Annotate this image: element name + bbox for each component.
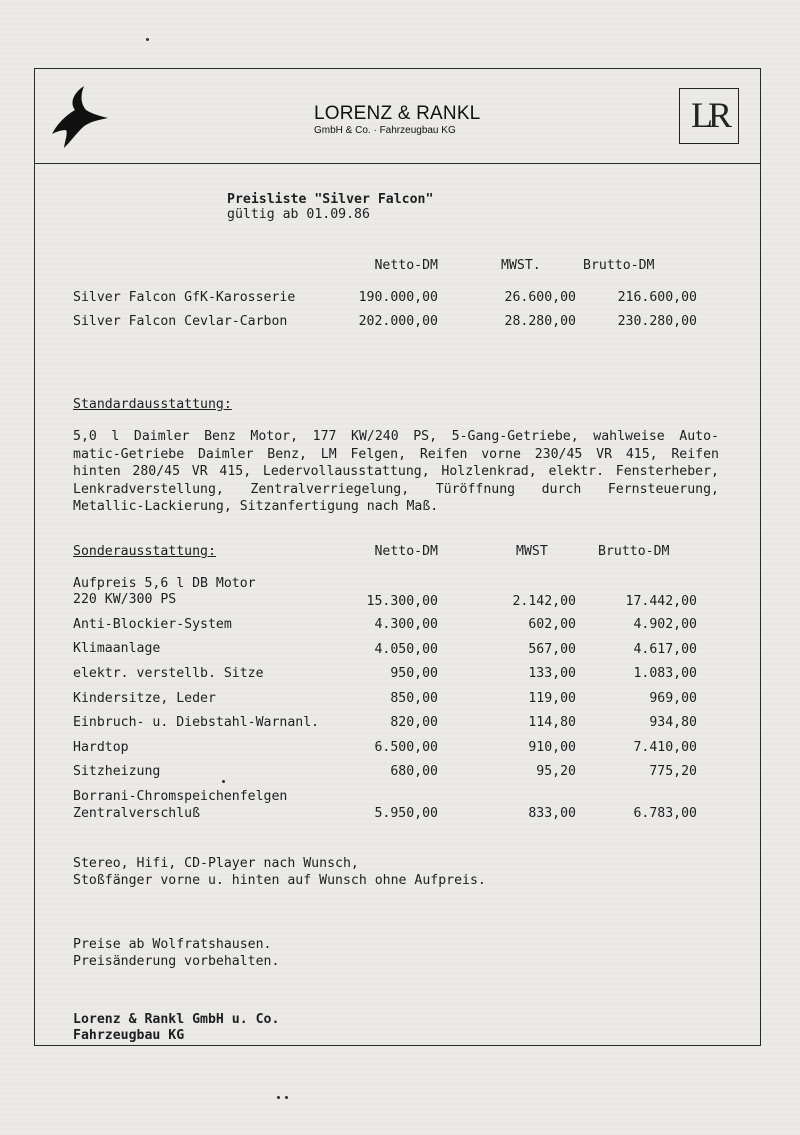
company-name: LORENZ & RANKL	[314, 103, 481, 124]
option-label: Einbruch- u. Diebstahl-Warnanl.	[73, 715, 320, 730]
company-subtitle: GmbH & Co. · Fahrzeugbau KG	[314, 125, 456, 136]
scan-speck	[222, 780, 225, 783]
option-netto: 15.300,00	[366, 594, 438, 609]
option-label: elektr. verstellb. Sitze	[73, 666, 264, 681]
options-header-mwst: MWST	[516, 544, 548, 559]
option-netto: 4.050,00	[374, 642, 438, 657]
option-brutto: 934,80	[649, 715, 697, 730]
option-label: Klimaanlage	[73, 641, 161, 656]
option-label: Kindersitze, Leder	[73, 691, 216, 706]
price-row-mwst: 28.280,00	[504, 314, 576, 329]
option-label: Hardtop	[73, 740, 129, 755]
option-netto: 6.500,00	[374, 740, 438, 755]
option-brutto: 775,20	[649, 764, 697, 779]
option-label: Zentralverschluß	[73, 806, 201, 821]
option-label: Aufpreis 5,6 l DB Motor	[73, 576, 256, 591]
price-row-brutto: 230.280,00	[617, 314, 697, 329]
option-mwst: 114,80	[528, 715, 576, 730]
option-netto: 5.950,00	[374, 806, 438, 821]
option-brutto: 17.442,00	[625, 594, 697, 609]
options-header-brutto: Brutto-DM	[598, 544, 670, 559]
standard-line: Lenkradverstellung, Zentralverriegelung, Türöffnung durch Fernsteuerung,	[73, 481, 719, 497]
option-netto: 820,00	[390, 715, 438, 730]
pricing-location-note: Preise ab Wolfratshausen.	[73, 937, 272, 952]
scan-speck	[285, 1096, 288, 1099]
option-mwst: 910,00	[528, 740, 576, 755]
standard-line: Metallic-Lackierung, Sitzanfertigung nach Maß.	[73, 499, 439, 514]
option-label: Anti-Blockier-System	[73, 617, 232, 632]
standard-line: hinten 280/45 VR 415, Ledervollausstattung, Holzlenkrad, elektr. Fensterheber,	[73, 464, 719, 479]
bumper-note: Stoßfänger vorne u. hinten auf Wunsch ohne Aufpreis.	[73, 873, 486, 888]
option-brutto: 969,00	[649, 691, 697, 706]
option-netto: 680,00	[390, 764, 438, 779]
document-title: Preisliste "Silver Falcon"	[227, 192, 434, 207]
price-header-netto: Netto-DM	[374, 258, 438, 273]
option-brutto: 1.083,00	[633, 666, 697, 681]
option-brutto: 6.783,00	[633, 806, 697, 821]
option-brutto: 4.617,00	[633, 642, 697, 657]
option-brutto: 4.902,00	[633, 617, 697, 632]
options-header-netto: Netto-DM	[374, 544, 438, 559]
pricing-change-note: Preisänderung vorbehalten.	[73, 954, 280, 969]
footer-company: Lorenz & Rankl GmbH u. Co.	[73, 1012, 280, 1027]
option-mwst: 602,00	[528, 617, 576, 632]
option-brutto: 7.410,00	[633, 740, 697, 755]
option-label: 220 KW/300 PS	[73, 592, 177, 607]
price-header-brutto: Brutto-DM	[583, 258, 655, 273]
audio-note: Stereo, Hifi, CD-Player nach Wunsch,	[73, 856, 359, 871]
option-mwst: 567,00	[528, 642, 576, 657]
price-row-brutto: 216.600,00	[617, 290, 697, 305]
footer-company-sub: Fahrzeugbau KG	[73, 1028, 185, 1043]
option-mwst: 833,00	[528, 806, 576, 821]
company-header	[314, 104, 480, 137]
option-netto: 4.300,00	[374, 617, 438, 632]
price-row-label: Silver Falcon GfK-Karosserie	[73, 290, 296, 305]
option-mwst: 133,00	[528, 666, 576, 681]
option-mwst: 119,00	[528, 691, 576, 706]
price-row-mwst: 26.600,00	[504, 290, 576, 305]
standard-description	[73, 428, 719, 516]
price-row-netto: 202.000,00	[358, 314, 438, 329]
standard-heading: Standardausstattung:	[73, 397, 232, 412]
option-mwst: 95,20	[536, 764, 576, 779]
valid-from: gültig ab 01.09.86	[227, 207, 370, 222]
price-row-netto: 190.000,00	[358, 290, 438, 305]
price-header-mwst: MWST.	[501, 258, 541, 273]
options-heading: Sonderausstattung:	[73, 544, 216, 559]
standard-line: matic-Getriebe Daimler Benz, LM Felgen, Reifen vorne 230/45 VR 415, Reifen	[73, 446, 719, 462]
scan-speck	[277, 1096, 280, 1099]
option-netto: 850,00	[390, 691, 438, 706]
falcon-logo-icon	[48, 84, 110, 150]
scan-speck	[146, 38, 149, 41]
option-label: Borrani-Chromspeichenfelgen	[73, 789, 288, 804]
option-mwst: 2.142,00	[512, 594, 576, 609]
header-divider	[34, 163, 761, 164]
standard-line: 5,0 l Daimler Benz Motor, 177 KW/240 PS, 5-Gang-Getriebe, wahlweise Auto-	[73, 429, 719, 444]
lr-monogram-logo: LR	[679, 88, 739, 144]
option-netto: 950,00	[390, 666, 438, 681]
option-label: Sitzheizung	[73, 764, 161, 779]
price-row-label: Silver Falcon Cevlar-Carbon	[73, 314, 288, 329]
